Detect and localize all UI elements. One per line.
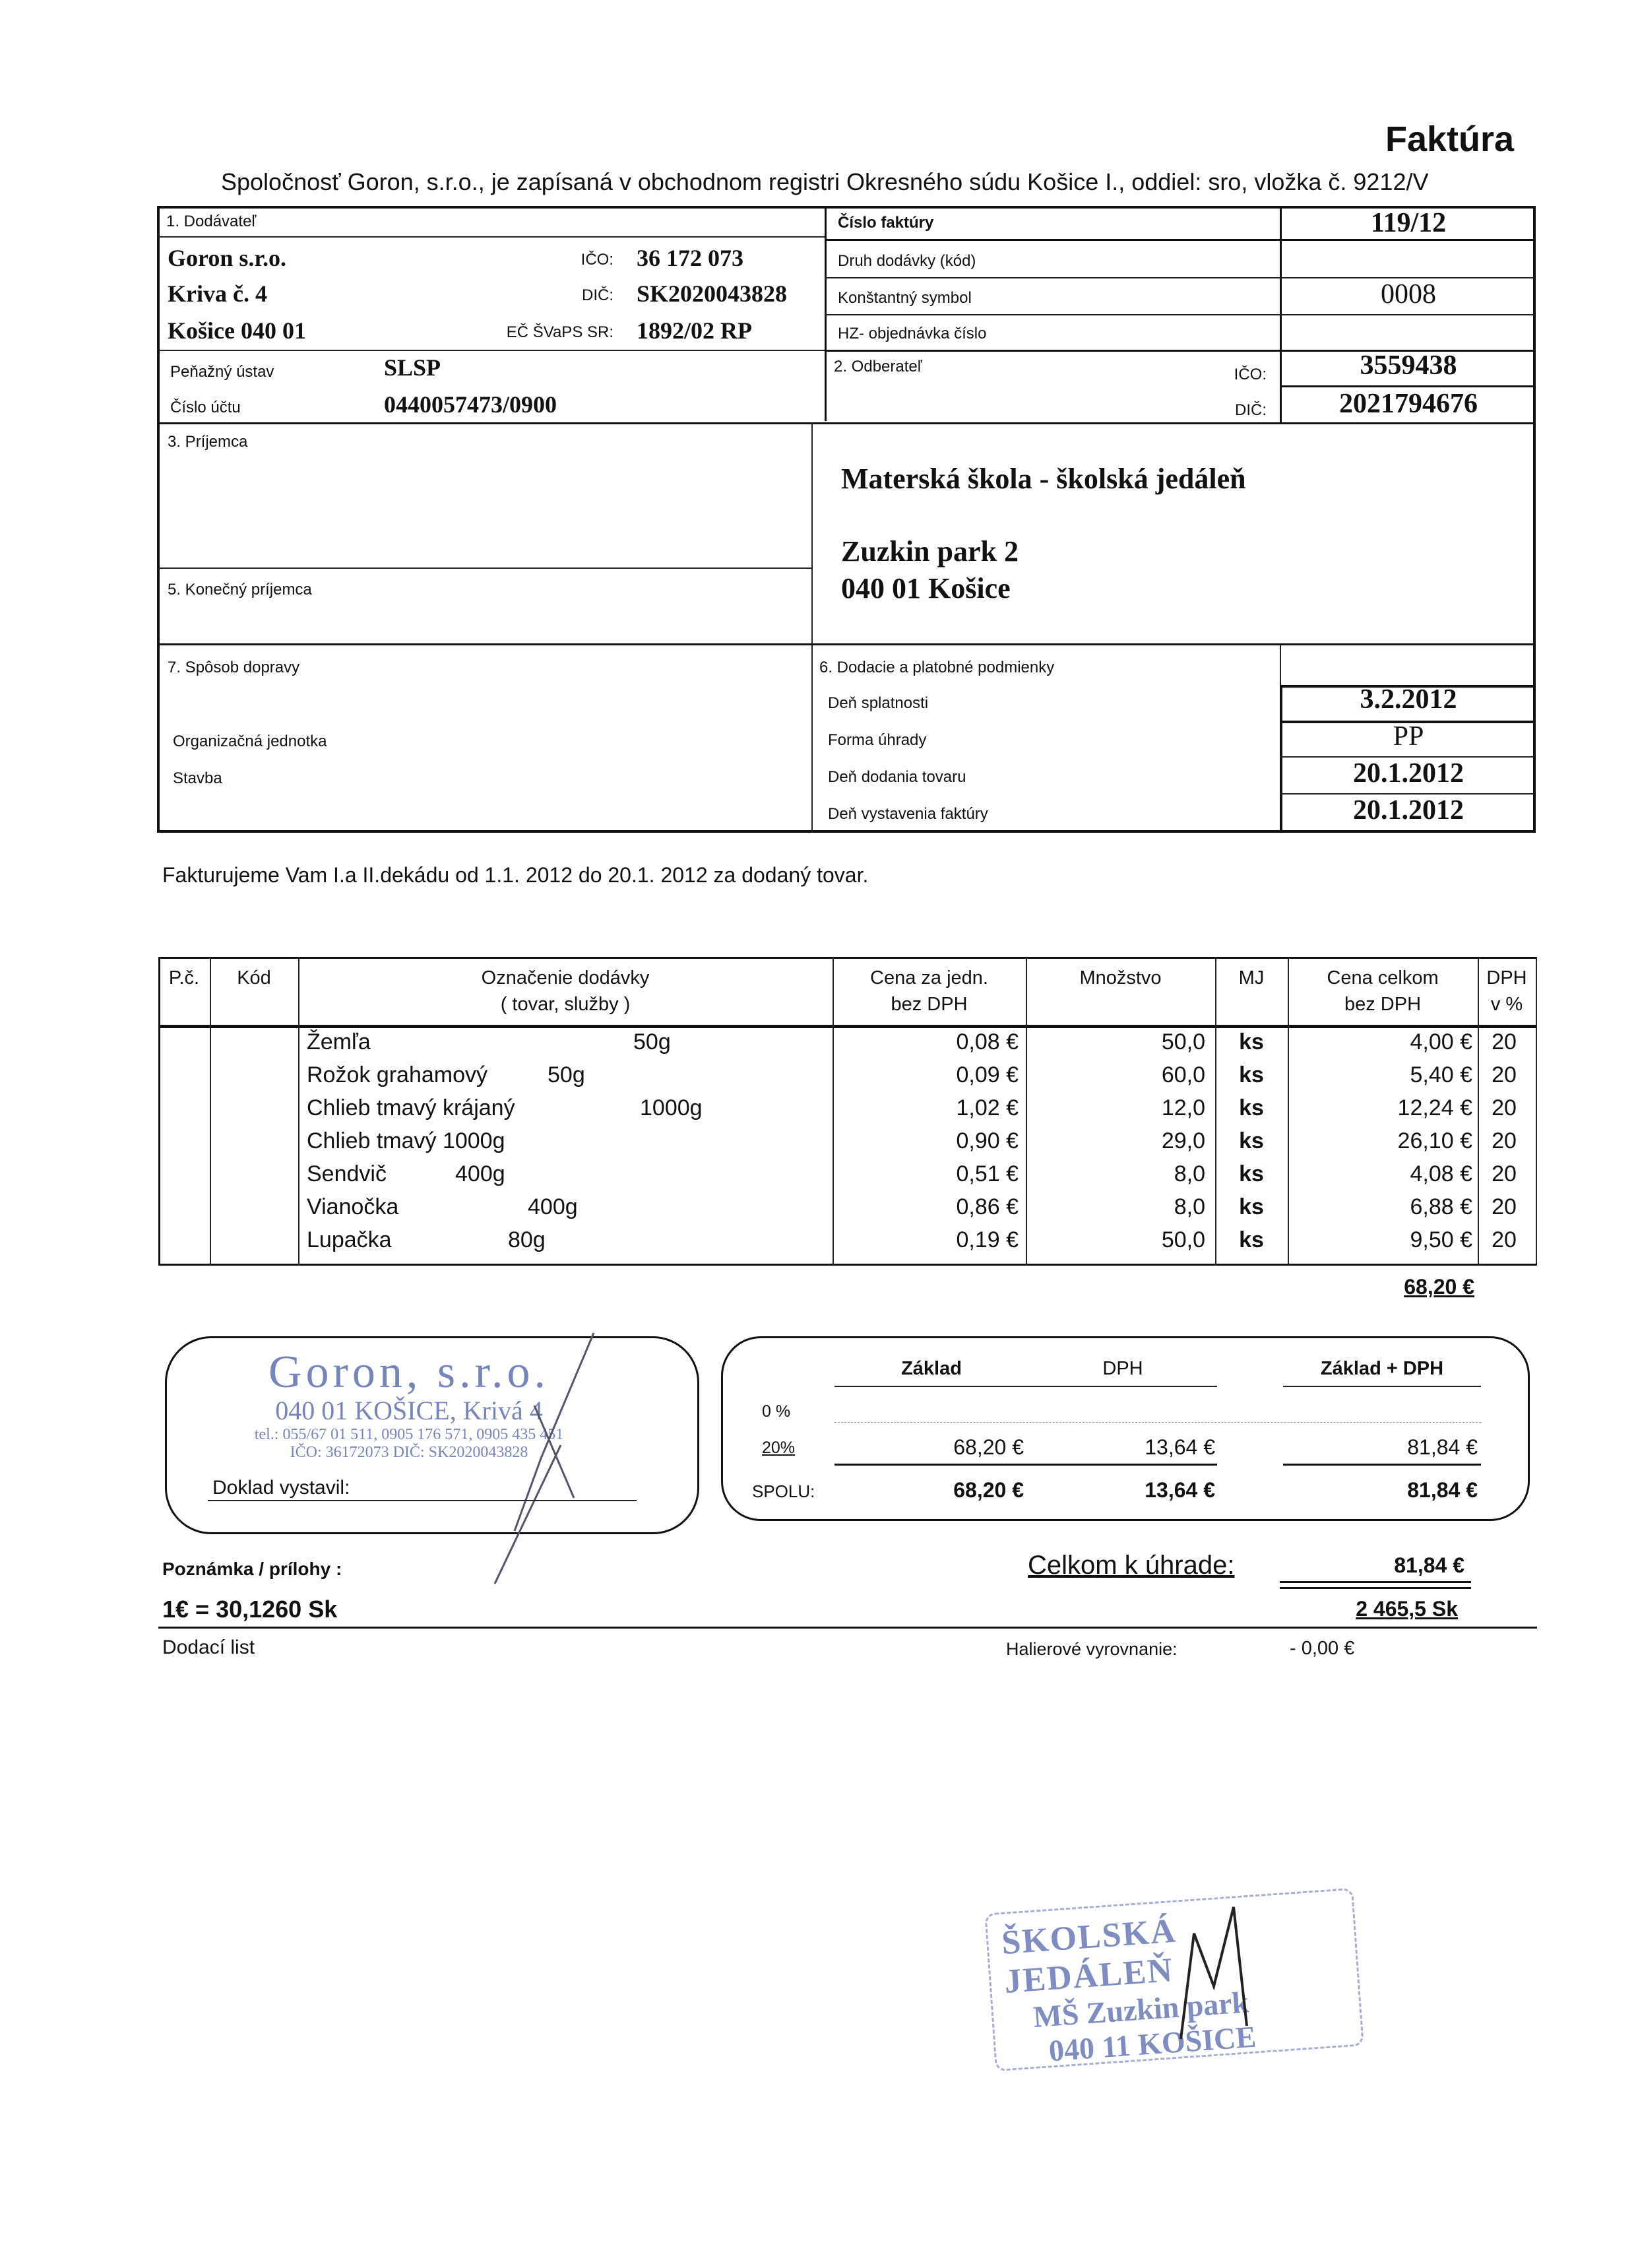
item-total: 6,88 € — [1410, 1194, 1472, 1219]
customer-dic: 2021794676 — [1339, 389, 1478, 419]
signature-mark — [475, 1326, 607, 1604]
item-unit-price: 0,19 € — [956, 1227, 1019, 1252]
col-header-desc: Označenie dodávky — [481, 967, 650, 988]
intro-text: Fakturujeme Vam I.a II.dekádu od 1.1. 2012 do 20.1. 2012 za dodaný tovar. — [162, 863, 869, 887]
item-total: 12,24 € — [1397, 1095, 1472, 1120]
terms-heading: 6. Dodacie a platobné podmienky — [819, 659, 1055, 676]
col-header-vat: DPH — [1486, 967, 1527, 988]
vat-header-base: Základ — [901, 1358, 962, 1379]
item-vat: 20 — [1492, 1161, 1517, 1186]
due-date: 3.2.2012 — [1360, 684, 1457, 715]
customer-dic-label: DIČ: — [1235, 401, 1267, 419]
issue-date-label: Deň vystavenia faktúry — [828, 805, 988, 823]
item-total: 5,40 € — [1410, 1062, 1472, 1087]
vat-sum-vat: 13,64 € — [1145, 1478, 1215, 1502]
items-sum: 68,20 € — [1404, 1275, 1474, 1299]
item-total: 4,08 € — [1410, 1161, 1472, 1186]
item-unit-price: 0,90 € — [956, 1128, 1019, 1153]
vat-row20-base: 68,20 € — [953, 1435, 1024, 1459]
vat-sum-label: SPOLU: — [752, 1481, 815, 1501]
total-due-label: Celkom k úhrade: — [1028, 1551, 1235, 1580]
exchange-rate: 1€ = 30,1260 Sk — [162, 1596, 338, 1623]
vat-sum-total: 81,84 € — [1407, 1478, 1478, 1502]
col-header-unit: MJ — [1238, 967, 1265, 988]
invoice-number: 119/12 — [1370, 208, 1447, 238]
payment-form: PP — [1393, 721, 1424, 752]
col-header-price-sub: bez DPH — [891, 994, 968, 1015]
vat-row20-total: 81,84 € — [1407, 1435, 1478, 1459]
issue-date: 20.1.2012 — [1353, 795, 1464, 826]
item-unit-price: 0,09 € — [956, 1062, 1019, 1087]
item-name: Chlieb tmavý 1000g — [307, 1128, 505, 1153]
item-quantity: 8,0 — [1174, 1194, 1205, 1219]
payment-label: Forma úhrady — [828, 731, 927, 749]
item-total: 4,00 € — [1410, 1029, 1472, 1054]
total-due: 81,84 € — [1394, 1553, 1464, 1577]
col-header-pc: P.č. — [168, 967, 200, 988]
item-quantity: 50,0 — [1161, 1029, 1205, 1054]
col-header-desc-sub: ( tovar, služby ) — [500, 994, 631, 1015]
delivery-date-label: Deň dodania tovaru — [828, 768, 966, 786]
vat-row20-label: 20% — [762, 1439, 796, 1457]
item-vat: 20 — [1492, 1227, 1517, 1252]
supplier-ico-label: IČO: — [581, 251, 614, 269]
issued-by-label: Doklad vystavil: — [212, 1477, 350, 1499]
rounding-value: - 0,00 € — [1290, 1638, 1355, 1659]
supplier-name: Goron s.r.o. — [168, 245, 287, 271]
bank-label: Peňažný ústav — [170, 363, 274, 381]
item-quantity: 12,0 — [1161, 1095, 1205, 1120]
item-unit-price: 0,51 € — [956, 1161, 1019, 1186]
item-unit: ks — [1239, 1227, 1264, 1252]
transport-label: 7. Spôsob dopravy — [168, 659, 300, 676]
bank-name: SLSP — [384, 354, 441, 381]
item-quantity: 29,0 — [1161, 1128, 1205, 1153]
item-weight: 400g — [455, 1161, 505, 1186]
item-weight: 50g — [548, 1062, 585, 1087]
account-number: 0440057473/0900 — [384, 391, 557, 418]
item-unit: ks — [1239, 1029, 1264, 1054]
supplier-ico: 36 172 073 — [637, 245, 743, 271]
customer-heading: 2. Odberateľ — [834, 358, 922, 375]
item-unit: ks — [1239, 1194, 1264, 1219]
supplier-heading: 1. Dodávateľ — [166, 212, 257, 230]
item-unit-price: 1,02 € — [956, 1095, 1019, 1120]
building-label: Stavba — [173, 769, 222, 787]
item-total: 26,10 € — [1397, 1128, 1472, 1153]
item-unit: ks — [1239, 1062, 1264, 1087]
school-signature — [1161, 1887, 1267, 2059]
const-symbol-label: Konštantný symbol — [838, 289, 972, 307]
vat-row0-label: 0 % — [762, 1402, 791, 1421]
item-quantity: 50,0 — [1161, 1227, 1205, 1252]
order-label: HZ- objednávka číslo — [838, 325, 987, 342]
item-unit-price: 0,08 € — [956, 1029, 1019, 1054]
supplier-city: Košice 040 01 — [168, 317, 306, 344]
customer-ico-label: IČO: — [1234, 366, 1267, 383]
customer-name: Materská škola - školská jedáleň — [841, 463, 1246, 495]
item-vat: 20 — [1492, 1062, 1517, 1087]
item-name: Vianočka — [307, 1194, 399, 1219]
supplier-dic-label: DIČ: — [582, 286, 614, 304]
const-symbol: 0008 — [1381, 279, 1436, 309]
customer-ico: 3559438 — [1360, 350, 1457, 381]
item-weight: 1000g — [640, 1095, 703, 1120]
registry-line: Spoločnosť Goron, s.r.o., je zapísaná v obchodnom registri Okresného súdu Košice I., oddiel: sro, vložka č. 9212/V — [221, 168, 1429, 195]
due-label: Deň splatnosti — [828, 694, 929, 712]
customer-city: 040 01 Košice — [841, 572, 1011, 604]
supplier-ec-label: EČ ŠVaPS SR: — [506, 323, 614, 341]
col-header-qty: Množstvo — [1079, 967, 1162, 988]
item-weight: 50g — [633, 1029, 671, 1054]
item-name: Sendvič — [307, 1161, 387, 1186]
customer-street: Zuzkin park 2 — [841, 535, 1019, 567]
item-quantity: 8,0 — [1174, 1161, 1205, 1186]
vat-sum-base: 68,20 € — [953, 1478, 1024, 1502]
item-total: 9,50 € — [1410, 1227, 1472, 1252]
final-recipient-label: 5. Konečný príjemca — [168, 581, 312, 599]
col-header-total: Cena celkom — [1327, 967, 1439, 988]
school-stamp: ŠKOLSKÁ JEDÁLEŇ MŠ Zuzkin park 040 11 KOŠICE — [984, 1888, 1364, 2071]
item-name: Žemľa — [307, 1029, 371, 1054]
invoice-number-label: Číslo faktúry — [838, 214, 934, 232]
account-label: Číslo účtu — [170, 399, 241, 416]
supplier-street: Kriva č. 4 — [168, 280, 267, 307]
delivery-type-label: Druh dodávky (kód) — [838, 252, 976, 270]
item-name: Lupačka — [307, 1227, 392, 1252]
rounding-label: Halierové vyrovnanie: — [1006, 1639, 1178, 1659]
org-unit-label: Organizačná jednotka — [173, 732, 327, 750]
supplier-ec: 1892/02 RP — [637, 317, 752, 344]
item-vat: 20 — [1492, 1029, 1517, 1054]
item-vat: 20 — [1492, 1095, 1517, 1120]
item-unit-price: 0,86 € — [956, 1194, 1019, 1219]
vat-row20-vat: 13,64 € — [1145, 1435, 1215, 1459]
company-stamp: Goron, s.r.o. 040 01 KOŠICE, Krivá 4 tel.: 055/67 01 511, 0905 176 571, 0905 435 451 IČO: 36172073 DIČ: SK2020043828 — [254, 1347, 564, 1461]
vat-header-vat: DPH — [1102, 1358, 1143, 1379]
item-unit: ks — [1239, 1095, 1264, 1120]
vat-header-total: Základ + DPH — [1320, 1358, 1444, 1379]
col-header-total-sub: bez DPH — [1344, 994, 1422, 1015]
item-unit: ks — [1239, 1161, 1264, 1186]
item-unit: ks — [1239, 1128, 1264, 1153]
item-quantity: 60,0 — [1161, 1062, 1205, 1087]
note-label: Poznámka / prílohy : — [162, 1559, 342, 1579]
delivery-date: 20.1.2012 — [1353, 758, 1464, 789]
col-header-vat-sub: v % — [1490, 994, 1523, 1015]
col-header-price: Cena za jedn. — [870, 967, 988, 988]
total-sk: 2 465,5 Sk — [1356, 1597, 1458, 1621]
document-title: Faktúra — [1385, 119, 1515, 159]
item-vat: 20 — [1492, 1128, 1517, 1153]
col-header-code: Kód — [237, 967, 271, 988]
supplier-dic: SK2020043828 — [637, 280, 788, 307]
delivery-note: Dodací list — [162, 1636, 255, 1658]
item-name: Chlieb tmavý krájaný — [307, 1095, 515, 1120]
item-weight: 400g — [528, 1194, 578, 1219]
item-vat: 20 — [1492, 1194, 1517, 1219]
item-weight: 80g — [508, 1227, 546, 1252]
item-name: Rožok grahamový — [307, 1062, 488, 1087]
recipient-label: 3. Príjemca — [168, 433, 248, 451]
